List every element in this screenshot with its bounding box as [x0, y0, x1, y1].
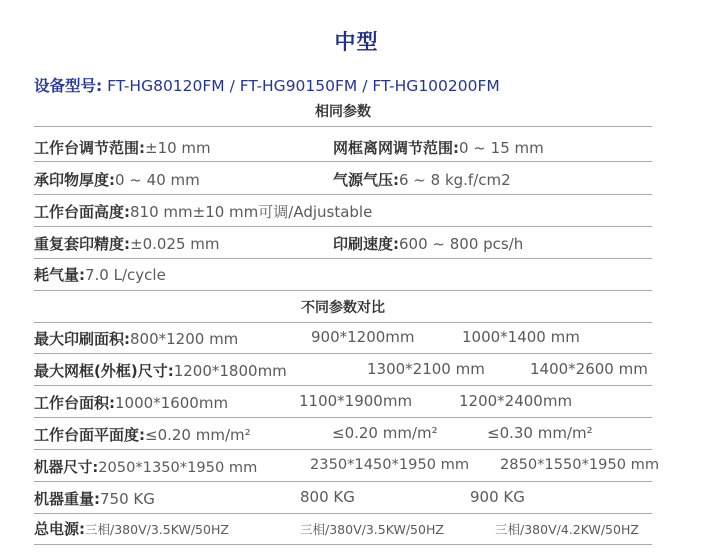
- diff-row-table-area: 工作台面积:1000*1600mm: [34, 394, 229, 412]
- diff-value: 900*1200mm: [311, 328, 415, 346]
- divider: [34, 126, 652, 127]
- divider: [34, 290, 652, 291]
- divider: [34, 226, 652, 227]
- diff-row-print-area: 最大印刷面积:800*1200 mm: [34, 330, 239, 348]
- diff-value: 1000*1400 mm: [462, 328, 580, 346]
- diff-value: ≤0.20 mm/m²: [332, 424, 438, 442]
- diff-value: 2350*1450*1950 mm: [310, 456, 470, 473]
- param-substrate-thickness: 承印物厚度:0 ~ 40 mm: [34, 171, 200, 189]
- diff-value: 1400*2600 mm: [530, 360, 648, 378]
- models-label: 设备型号:: [34, 77, 103, 95]
- same-params-heading: 相同参数: [315, 104, 371, 120]
- diff-value: 800 KG: [300, 488, 355, 506]
- divider: [34, 544, 652, 545]
- diff-value: 900 KG: [470, 488, 525, 506]
- divider: [34, 161, 652, 162]
- diff-value: 三相/380V/3.5KW/50HZ: [300, 522, 444, 537]
- divider: [34, 194, 652, 195]
- diff-value: ≤0.30 mm/m²: [487, 424, 593, 442]
- diff-value: 1100*1900mm: [299, 392, 413, 410]
- divider: [34, 449, 652, 450]
- diff-value: 2850*1550*1950 mm: [500, 456, 660, 473]
- diff-row-machine-size: 机器尺寸:2050*1350*1950 mm: [34, 459, 258, 476]
- divider: [34, 353, 652, 354]
- divider: [34, 385, 652, 386]
- diff-params-heading: 不同参数对比: [301, 300, 385, 316]
- param-table-height: 工作台面高度:810 mm±10 mm可调/Adjustable: [34, 203, 373, 221]
- diff-value: 1200*2400mm: [459, 392, 573, 410]
- param-air-pressure: 气源气压:6 ~ 8 kg.f/cm2: [333, 171, 511, 189]
- divider: [34, 322, 652, 323]
- param-print-speed: 印刷速度:600 ~ 800 pcs/h: [333, 235, 524, 253]
- diff-row-machine-weight: 机器重量:750 KG: [34, 490, 155, 508]
- divider: [34, 513, 652, 514]
- page-title: 中型: [334, 30, 379, 54]
- divider: [34, 258, 652, 259]
- diff-value: 1300*2100 mm: [367, 360, 485, 378]
- models-value: FT-HG80120FM / FT-HG90150FM / FT-HG100200FM: [102, 77, 500, 95]
- model-numbers: [34, 74, 500, 96]
- diff-value: 三相/380V/4.2KW/50HZ: [495, 522, 639, 537]
- param-frame-offset: 网框离网调节范围:0 ~ 15 mm: [333, 139, 544, 157]
- param-worktable-adjust: 工作台调节范围:±10 mm: [34, 139, 211, 157]
- param-air-consumption: 耗气量:7.0 L/cycle: [34, 266, 166, 284]
- divider: [34, 417, 652, 418]
- divider: [34, 481, 652, 482]
- diff-row-frame-size: 最大网框(外框)尺寸:1200*1800mm: [34, 362, 287, 380]
- param-registration-accuracy: 重复套印精度:±0.025 mm: [34, 235, 220, 253]
- diff-row-power: 总电源:三相/380V/3.5KW/50HZ: [34, 520, 229, 538]
- diff-row-flatness: 工作台面平面度:≤0.20 mm/m²: [34, 426, 251, 444]
